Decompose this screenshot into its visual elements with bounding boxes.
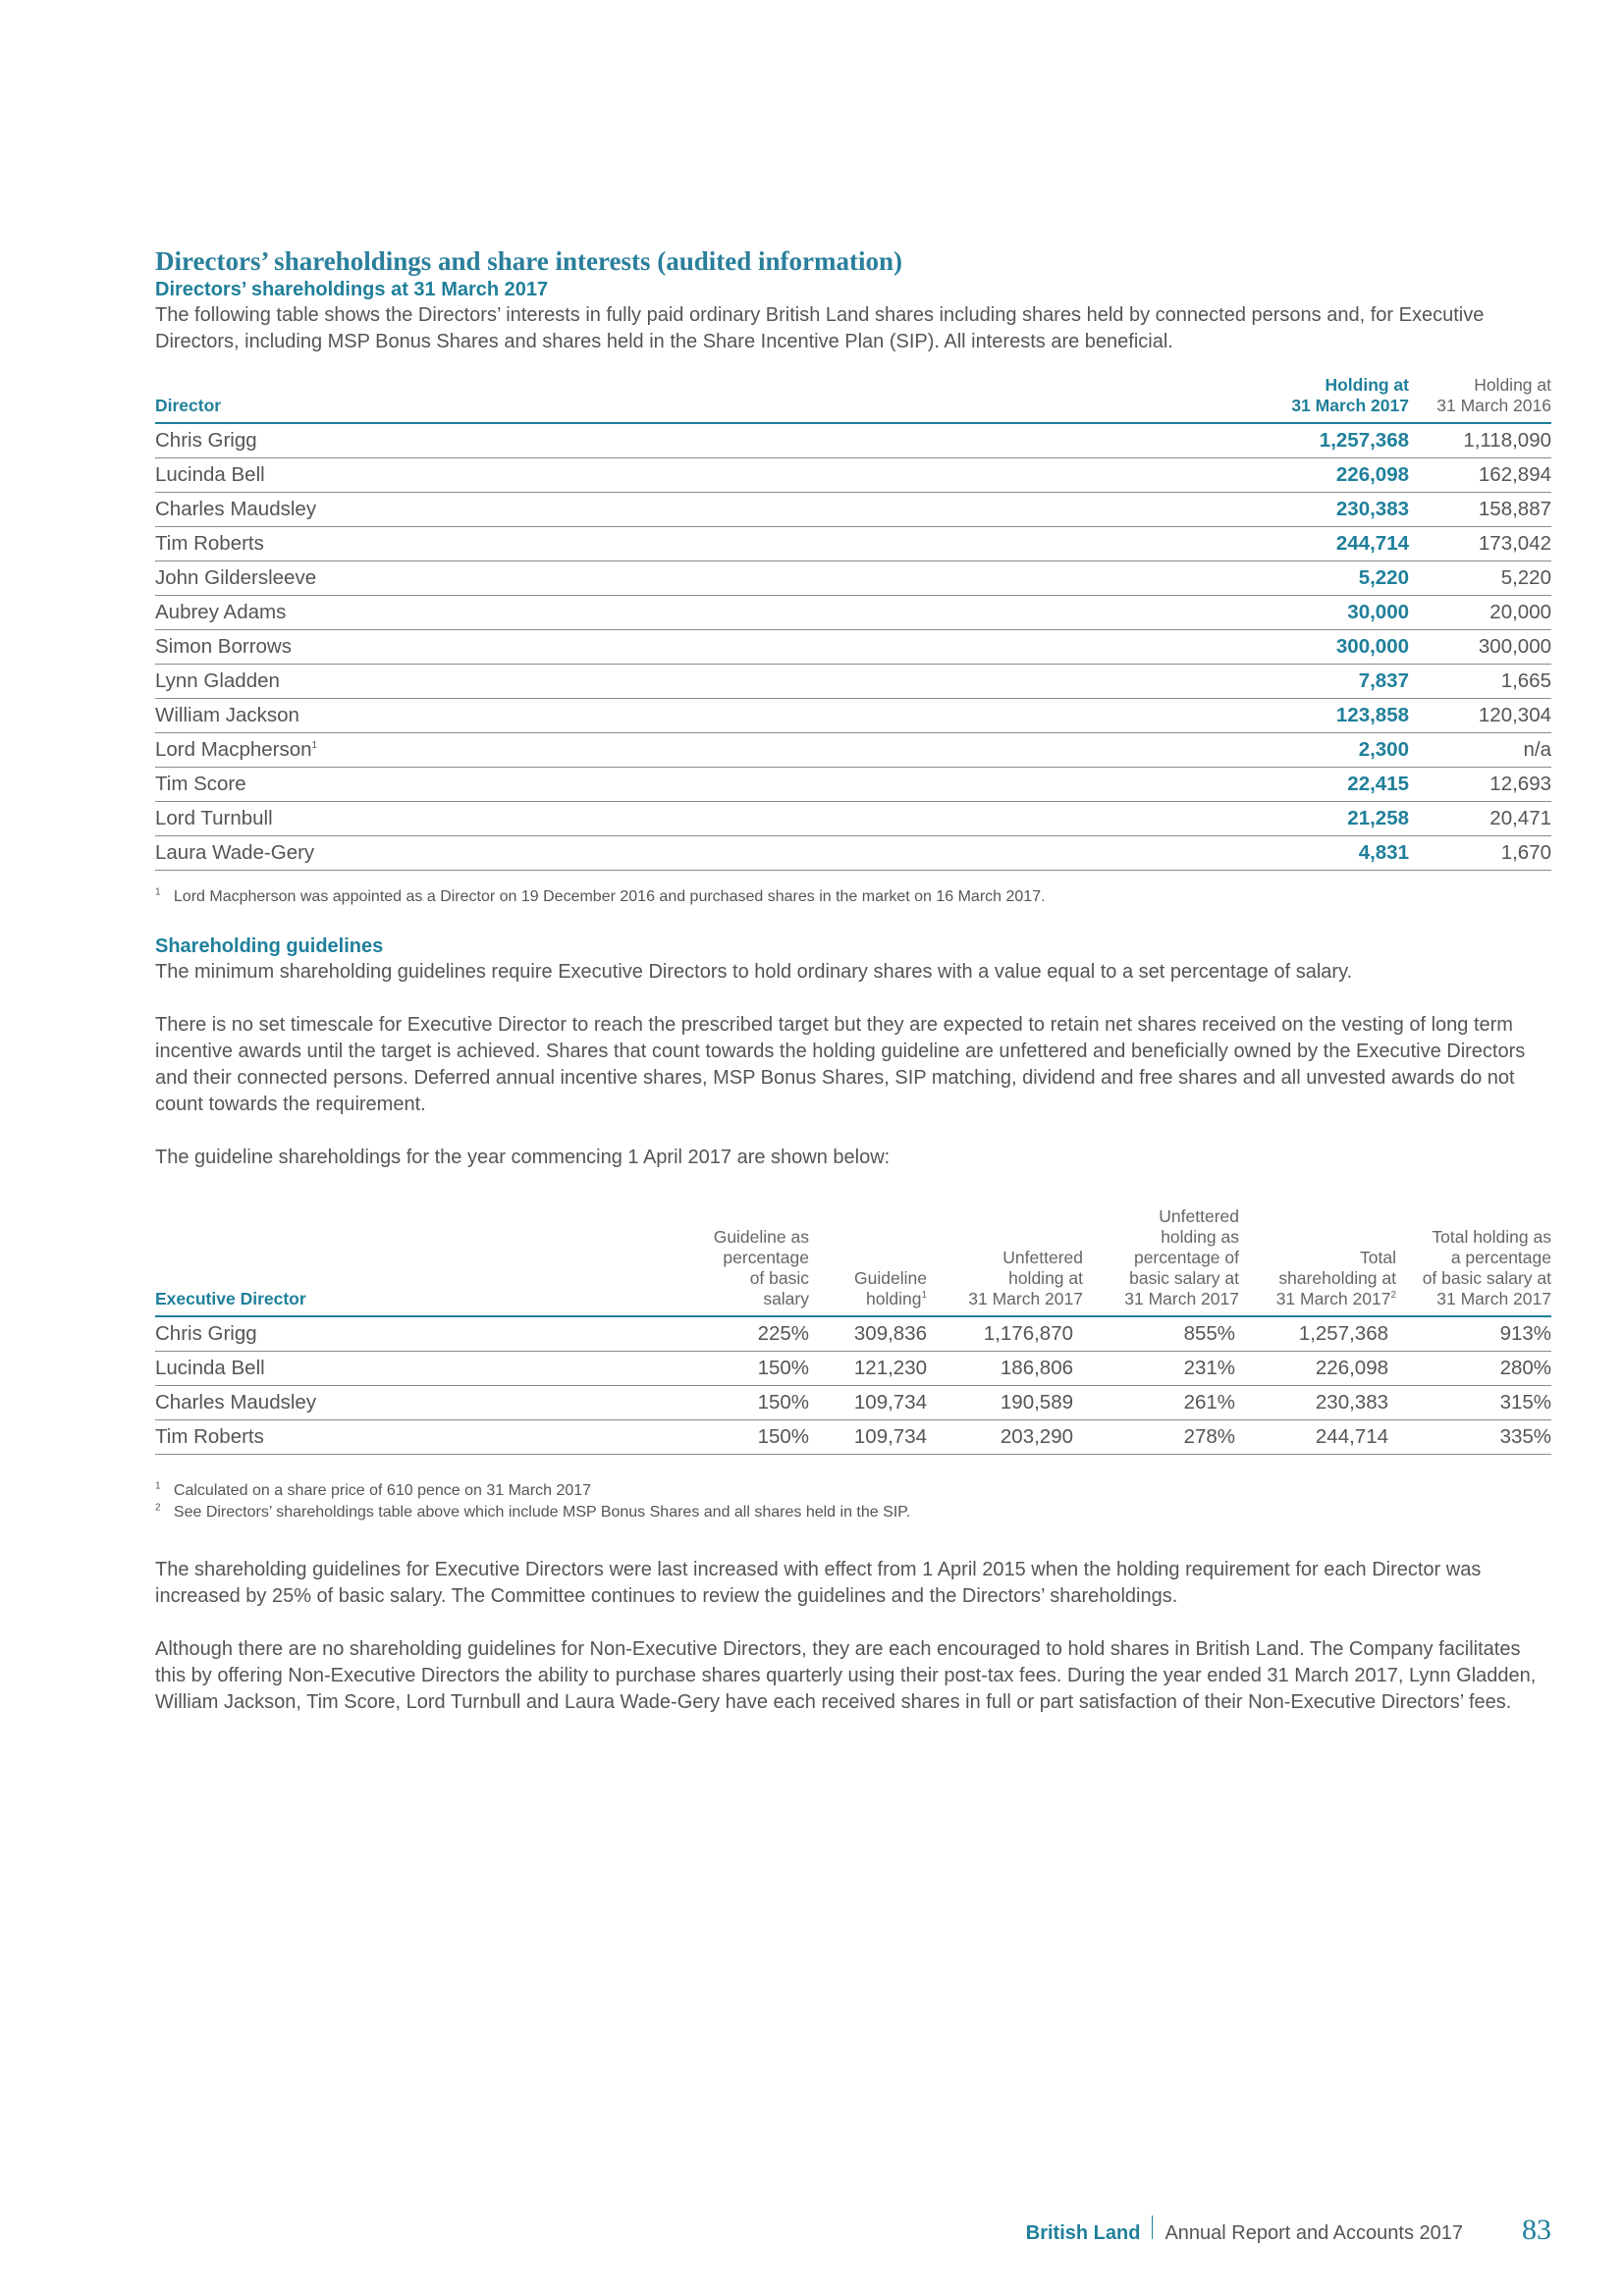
table-row bbox=[155, 458, 1551, 493]
holding-2017: 123,858 bbox=[1232, 699, 1409, 733]
unfettered-holding: 203,290 bbox=[927, 1420, 1083, 1455]
unfettered-holding: 1,176,870 bbox=[927, 1316, 1083, 1352]
holding-2017: 5,220 bbox=[1232, 561, 1409, 596]
total-shareholding: 226,098 bbox=[1239, 1352, 1396, 1386]
executive-name: Charles Maudsley bbox=[155, 1386, 691, 1420]
guidelines-paragraph-1: The minimum shareholding guidelines require Executive Directors to hold ordinary shares with a value equal to a set percentage of salary. bbox=[155, 961, 1353, 983]
holding-2017: 30,000 bbox=[1232, 596, 1409, 630]
holding-2017: 1,257,368 bbox=[1232, 423, 1409, 458]
footnote-marker: 1 bbox=[921, 1290, 927, 1302]
col-header-holding-2016 bbox=[1409, 375, 1551, 423]
director-name bbox=[155, 630, 1232, 665]
director-name bbox=[155, 596, 1232, 630]
col-header-line: of basic salary at bbox=[1422, 1268, 1551, 1288]
col-header-line: shareholding at bbox=[1278, 1268, 1396, 1288]
page-footer bbox=[1026, 2214, 1551, 2247]
table-row bbox=[155, 1386, 1551, 1420]
total-shareholding: 1,257,368 bbox=[1239, 1316, 1396, 1352]
unfettered-pct: 278% bbox=[1083, 1420, 1239, 1455]
guideline-footnotes bbox=[155, 1480, 1551, 1523]
col-header-line bbox=[1239, 1289, 1396, 1309]
holding-2016: 20,471 bbox=[1409, 802, 1551, 836]
guideline-pct: 150% bbox=[691, 1420, 809, 1455]
col-header-total-shareholding bbox=[1239, 1206, 1396, 1316]
guideline-pct: 150% bbox=[691, 1386, 809, 1420]
director-name-text: Lord Turnbull bbox=[155, 807, 273, 829]
holding-2017: 300,000 bbox=[1232, 630, 1409, 665]
paragraph-non-executive: Although there are no shareholding guidelines for Non-Executive Directors, they are each encouraged to hold shares in British Land. The Company facilitates this by offering Non-Executive Directors the ability to purchase shares quarterly using their post-tax fees. During the year ended 31 March 2017, Lynn Gladden, William Jackson, Tim Score, Lord Turnbull and Laura Wade-Gery have each received shares in full or part satisfaction of their Non-Executive Directors’ fees. bbox=[155, 1638, 1537, 1713]
col-header-line: Holding at bbox=[1325, 375, 1409, 395]
col-header-line: percentage bbox=[723, 1248, 809, 1267]
director-name-text: Tim Score bbox=[155, 773, 246, 795]
guideline-holding: 109,734 bbox=[809, 1420, 927, 1455]
directors-table-body bbox=[155, 423, 1551, 871]
total-pct: 315% bbox=[1396, 1386, 1551, 1420]
col-header-exec-director: Executive Director bbox=[155, 1206, 691, 1316]
col-header-line: 31 March 2017 bbox=[1124, 1289, 1239, 1308]
unfettered-holding: 190,589 bbox=[927, 1386, 1083, 1420]
footnote-text: Calculated on a share price of 610 pence on 31 March 2017 bbox=[173, 1482, 592, 1499]
executive-name: Lucinda Bell bbox=[155, 1352, 691, 1386]
col-header-line: Total holding as bbox=[1432, 1227, 1551, 1247]
col-header-line: Total bbox=[1360, 1248, 1396, 1267]
table-row bbox=[155, 802, 1551, 836]
guideline-holding: 121,230 bbox=[809, 1352, 927, 1386]
col-header-text: holding bbox=[865, 1289, 922, 1308]
table-row bbox=[155, 699, 1551, 733]
col-header-guideline-holding bbox=[809, 1206, 927, 1316]
table-row bbox=[155, 1352, 1551, 1386]
footer-divider bbox=[1152, 2216, 1153, 2239]
director-name bbox=[155, 423, 1232, 458]
director-name-text: John Gildersleeve bbox=[155, 566, 317, 589]
table-row bbox=[155, 665, 1551, 699]
holding-2017: 7,837 bbox=[1232, 665, 1409, 699]
total-pct: 913% bbox=[1396, 1316, 1551, 1352]
directors-holdings-table bbox=[155, 375, 1551, 871]
guideline-shareholdings-table bbox=[155, 1206, 1551, 1455]
director-name bbox=[155, 768, 1232, 802]
director-name bbox=[155, 836, 1232, 871]
footnote-macpherson bbox=[155, 886, 1551, 908]
total-pct: 280% bbox=[1396, 1352, 1551, 1386]
director-name-text: Simon Borrows bbox=[155, 635, 292, 658]
holding-2016: 1,670 bbox=[1409, 836, 1551, 871]
col-header-line: a percentage bbox=[1450, 1248, 1551, 1267]
col-header-unfettered-pct bbox=[1083, 1206, 1239, 1316]
unfettered-pct: 855% bbox=[1083, 1316, 1239, 1352]
col-header-line: Unfettered bbox=[1159, 1206, 1239, 1226]
page-content bbox=[155, 245, 1551, 1716]
holding-2016: 1,118,090 bbox=[1409, 423, 1551, 458]
director-name-text: Chris Grigg bbox=[155, 429, 257, 452]
director-name bbox=[155, 458, 1232, 493]
col-header-line: of basic bbox=[749, 1268, 809, 1288]
guideline-holding: 109,734 bbox=[809, 1386, 927, 1420]
table-row bbox=[155, 1316, 1551, 1352]
unfettered-pct: 231% bbox=[1083, 1352, 1239, 1386]
executive-name: Chris Grigg bbox=[155, 1316, 691, 1352]
col-header-line: 31 March 2017 bbox=[968, 1289, 1083, 1308]
unfettered-pct: 261% bbox=[1083, 1386, 1239, 1420]
holding-2017: 4,831 bbox=[1232, 836, 1409, 871]
table-row bbox=[155, 527, 1551, 561]
page-number: 83 bbox=[1522, 2214, 1551, 2246]
table-row bbox=[155, 423, 1551, 458]
col-header-line: holding as bbox=[1161, 1227, 1239, 1247]
holding-2017: 226,098 bbox=[1232, 458, 1409, 493]
holding-2016: 158,887 bbox=[1409, 493, 1551, 527]
col-header-line: 31 March 2017 bbox=[1436, 1289, 1551, 1308]
col-header-line bbox=[809, 1289, 927, 1309]
director-name bbox=[155, 561, 1232, 596]
director-name bbox=[155, 733, 1232, 768]
footnote-marker: 1 bbox=[155, 1480, 161, 1492]
col-header-line: Unfettered bbox=[1002, 1248, 1083, 1267]
director-name bbox=[155, 699, 1232, 733]
col-header-line: 31 March 2016 bbox=[1436, 396, 1551, 415]
holding-2016: 5,220 bbox=[1409, 561, 1551, 596]
footer-brand: British Land bbox=[1025, 2222, 1141, 2244]
holding-2017: 2,300 bbox=[1232, 733, 1409, 768]
col-header-line: 31 March 2017 bbox=[1291, 396, 1409, 415]
col-header-director: Director bbox=[155, 375, 1232, 423]
col-header-text: 31 March 2017 bbox=[1275, 1289, 1391, 1308]
col-header-unfettered-holding bbox=[927, 1206, 1083, 1316]
director-name bbox=[155, 665, 1232, 699]
intro-paragraph: The following table shows the Directors’ interests in fully paid ordinary British Land shares including shares held by connected persons and, for Executive Directors, including MSP Bonus Shares and shares held in the Share Incentive Plan (SIP). All interests are beneficial. bbox=[155, 304, 1485, 352]
director-name-text: Laura Wade-Gery bbox=[155, 841, 315, 864]
director-name-text: Charles Maudsley bbox=[155, 498, 317, 520]
footnote-text: Lord Macpherson was appointed as a Director on 19 December 2016 and purchased shares in the market on 16 March 2017. bbox=[173, 888, 1046, 905]
table-row bbox=[155, 768, 1551, 802]
holding-2017: 230,383 bbox=[1232, 493, 1409, 527]
col-header-line: holding at bbox=[1008, 1268, 1083, 1288]
director-name bbox=[155, 527, 1232, 561]
holding-2017: 244,714 bbox=[1232, 527, 1409, 561]
total-shareholding: 244,714 bbox=[1239, 1420, 1396, 1455]
guideline-pct: 225% bbox=[691, 1316, 809, 1352]
footnote-marker: 1 bbox=[155, 886, 161, 898]
executive-name: Tim Roberts bbox=[155, 1420, 691, 1455]
col-header-line: basic salary at bbox=[1129, 1268, 1239, 1288]
guideline-table-body bbox=[155, 1316, 1551, 1455]
col-header-line: Guideline bbox=[854, 1268, 927, 1288]
holding-2016: 1,665 bbox=[1409, 665, 1551, 699]
unfettered-holding: 186,806 bbox=[927, 1352, 1083, 1386]
footnote-share-price bbox=[155, 1480, 1551, 1502]
director-name-text: Lucinda Bell bbox=[155, 463, 265, 486]
col-header-total-pct bbox=[1396, 1206, 1551, 1316]
table-row bbox=[155, 596, 1551, 630]
footnote-text: See Directors’ shareholdings table above which include MSP Bonus Shares and all shares held in the SIP. bbox=[173, 1504, 911, 1521]
paragraph-guideline-increase: The shareholding guidelines for Executive Directors were last increased with effect from 1 April 2015 when the holding requirement for each Director was increased by 25% of basic salary. The Committee continues to review the guidelines and the Directors’ shareholdings. bbox=[155, 1559, 1482, 1607]
table-row bbox=[155, 630, 1551, 665]
table-row bbox=[155, 561, 1551, 596]
col-header-line: salary bbox=[763, 1289, 809, 1308]
table-row bbox=[155, 1420, 1551, 1455]
director-name-text: Lynn Gladden bbox=[155, 669, 280, 692]
subsection-title-guidelines: Shareholding guidelines bbox=[155, 935, 384, 957]
col-header-holding-2017 bbox=[1232, 375, 1409, 423]
holding-2017: 21,258 bbox=[1232, 802, 1409, 836]
col-header-line: Guideline as bbox=[713, 1227, 809, 1247]
director-name bbox=[155, 802, 1232, 836]
section-title: Directors’ shareholdings and share interests (audited information) bbox=[155, 246, 903, 276]
footnote-marker: 2 bbox=[155, 1502, 161, 1514]
holding-2016: 300,000 bbox=[1409, 630, 1551, 665]
director-name-text: Lord Macpherson bbox=[155, 738, 312, 761]
footnote-marker: 2 bbox=[1390, 1290, 1396, 1302]
director-name bbox=[155, 493, 1232, 527]
col-header-guideline-pct bbox=[691, 1206, 809, 1316]
col-header-line: percentage of bbox=[1133, 1248, 1239, 1267]
director-name-text: Aubrey Adams bbox=[155, 601, 287, 623]
holding-2016: 120,304 bbox=[1409, 699, 1551, 733]
holding-2016: 12,693 bbox=[1409, 768, 1551, 802]
table-row bbox=[155, 493, 1551, 527]
total-pct: 335% bbox=[1396, 1420, 1551, 1455]
guideline-pct: 150% bbox=[691, 1352, 809, 1386]
director-name-text: William Jackson bbox=[155, 704, 299, 726]
table-row bbox=[155, 733, 1551, 768]
footer-document-title: Annual Report and Accounts 2017 bbox=[1164, 2222, 1463, 2244]
holding-2016: n/a bbox=[1409, 733, 1551, 768]
col-header-line: Holding at bbox=[1474, 375, 1551, 395]
holding-2016: 173,042 bbox=[1409, 527, 1551, 561]
director-name-text: Tim Roberts bbox=[155, 532, 264, 555]
table-row bbox=[155, 836, 1551, 871]
guidelines-paragraph-2: There is no set timescale for Executive Director to reach the prescribed target but they are expected to retain net shares received on the vesting of long term incentive awards until the target is achieved. Shares that count towards the holding guideline are unfettered and beneficially owned by the Executive Directors and their connected persons. Deferred annual incentive shares, MSP Bonus Shares, SIP matching, dividend and free shares and all unvested awards do not count towards the requirement. bbox=[155, 1014, 1526, 1115]
holding-2017: 22,415 bbox=[1232, 768, 1409, 802]
holding-2016: 20,000 bbox=[1409, 596, 1551, 630]
guideline-holding: 309,836 bbox=[809, 1316, 927, 1352]
total-shareholding: 230,383 bbox=[1239, 1386, 1396, 1420]
holding-2016: 162,894 bbox=[1409, 458, 1551, 493]
guidelines-paragraph-3: The guideline shareholdings for the year commencing 1 April 2017 are shown below: bbox=[155, 1147, 891, 1168]
footnote-see-table bbox=[155, 1502, 1551, 1523]
footnote-marker: 1 bbox=[311, 740, 318, 752]
subsection-title-holdings: Directors’ shareholdings at 31 March 2017 bbox=[155, 279, 549, 300]
